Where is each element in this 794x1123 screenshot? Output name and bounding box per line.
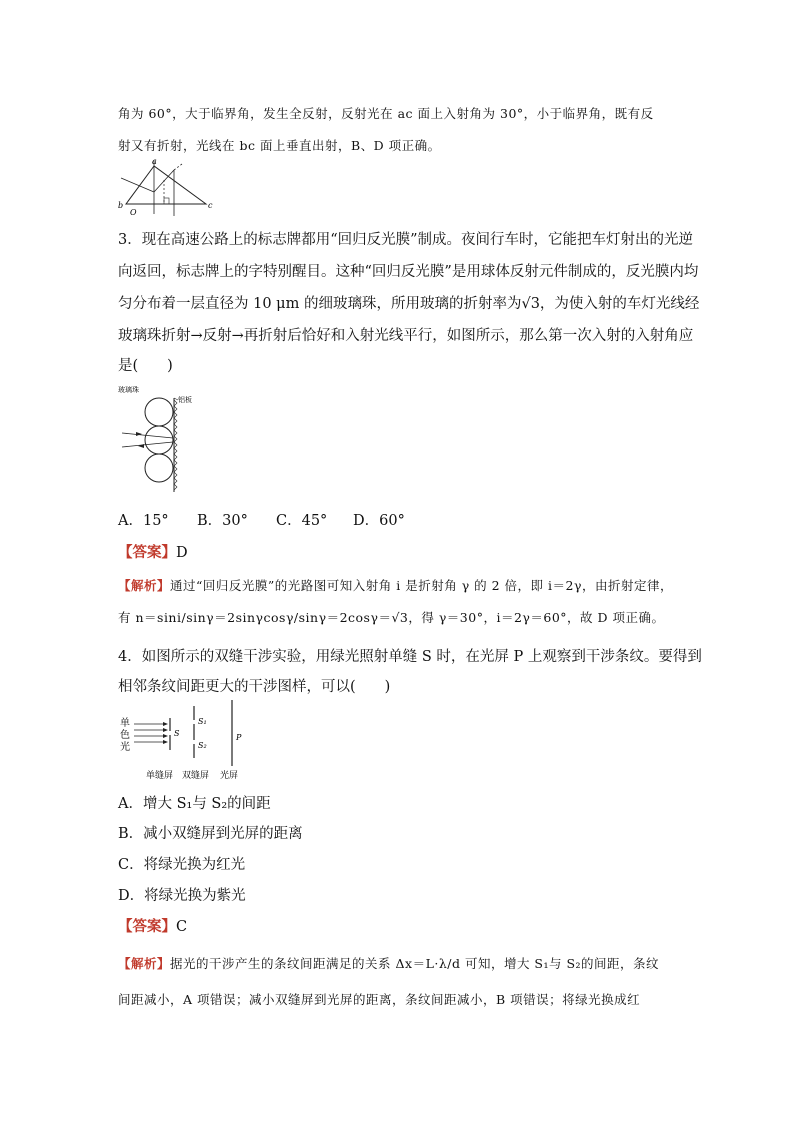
q3-stem-line-3: 匀分布着一层直径为 10 μm 的细玻璃珠，所用玻璃的折射率为√3，为使入射的车灯光线经 <box>118 296 700 312</box>
q4-answer-value: C <box>176 919 188 935</box>
q3-analysis-text-1: 通过“回归反光膜”的光路图可知入射角 i 是折射角 γ 的 2 倍，即 i＝2γ，由折射定律， <box>170 578 673 593</box>
q3-option-b: B．30° <box>197 513 248 529</box>
q4-answer-tag: 【答案】 <box>118 918 176 935</box>
caption-single-slit: 单缝屏 <box>146 771 174 781</box>
q3-option-c: C．45° <box>276 513 328 529</box>
q3-stem-line-4: 玻璃珠折射→反射→再折射后恰好和入射光线平行，如图所示，那么第一次入射的入射角应 <box>118 328 694 344</box>
slit-label-s1: S₁ <box>198 717 207 726</box>
q4-analysis-line-2: 间距减小，A 项错误；减小双缝屏到光屏的距离，条纹间距减小，B 项错误；将绿光换成红 <box>118 992 641 1007</box>
q3-answer-value: D <box>176 545 188 561</box>
slit-label-s2: S₂ <box>198 741 207 750</box>
prism-label-b: b <box>118 201 124 210</box>
screen-label-p: P <box>236 733 242 742</box>
q3-option-a: A．15° <box>118 513 169 529</box>
q4-answer <box>118 915 187 936</box>
double-slit-figure <box>116 698 256 784</box>
plate-label: 铝板 <box>178 396 192 404</box>
prev-solution-line-1: 角为 60°，大于临界角，发生全反射，反射光在 ac 面上入射角为 30°，小于临界角，既有反 <box>118 106 654 121</box>
prism-label-o: O <box>130 208 137 217</box>
caption-screen: 光屏 <box>220 771 239 781</box>
q3-analysis-line-1 <box>118 576 673 594</box>
q4-analysis-text-1: 据光的干涉产生的条纹间距满足的关系 Δx＝L·λ/d 可知，增大 S₁与 S₂的间距，条纹 <box>170 956 660 971</box>
q3-answer <box>118 541 188 562</box>
slit-label-s: S <box>174 729 180 738</box>
q4-option-a: A．增大 S₁与 S₂的间距 <box>118 796 271 812</box>
glass-bead-figure <box>116 380 216 498</box>
bead-label: 玻璃珠 <box>118 386 139 394</box>
q4-stem-line-1: 4．如图所示的双缝干涉实验，用绿光照射单缝 S 时，在光屏 P 上观察到干涉条纹。要得到 <box>118 649 702 665</box>
q4-option-d: D．将绿光换为紫光 <box>118 888 246 904</box>
q3-stem-line-5: 是( ) <box>118 358 173 374</box>
light-char-3: 光 <box>120 742 130 753</box>
q3-option-d: D．60° <box>353 513 405 529</box>
q4-analysis-line-1 <box>118 954 659 972</box>
prev-solution-line-2: 射又有折射，光线在 bc 面上垂直出射，B、D 项正确。 <box>118 138 441 153</box>
q4-stem-line-2: 相邻条纹间距更大的干涉图样，可以( ) <box>118 679 391 695</box>
light-char-2: 色 <box>120 730 130 741</box>
prism-label-a: a <box>152 157 157 166</box>
caption-double-slit: 双缝屏 <box>182 771 210 781</box>
q4-analysis-tag: 【解析】 <box>118 956 171 971</box>
q3-stem-line-1: 3．现在高速公路上的标志牌都用“回归反光膜”制成。夜间行车时，它能把车灯射出的光逆 <box>118 232 694 248</box>
q3-analysis-line-2: 有 n＝sini/sinγ＝2sinγcosγ/sinγ＝2cosγ＝√3，得 γ＝30°，i＝2γ＝60°，故 D 项正确。 <box>118 610 665 625</box>
prism-figure <box>116 156 216 218</box>
q4-option-c: C．将绿光换为红光 <box>118 857 246 873</box>
light-char-1: 单 <box>120 718 130 729</box>
prism-label-c: c <box>208 201 213 210</box>
q3-answer-tag: 【答案】 <box>118 544 176 561</box>
q3-stem-line-2: 向返回，标志牌上的字特别醒目。这种“回归反光膜”是用球体反射元件制成的，反光膜内均 <box>118 264 699 280</box>
q3-analysis-tag: 【解析】 <box>118 578 171 593</box>
q4-option-b: B．减小双缝屏到光屏的距离 <box>118 826 303 842</box>
